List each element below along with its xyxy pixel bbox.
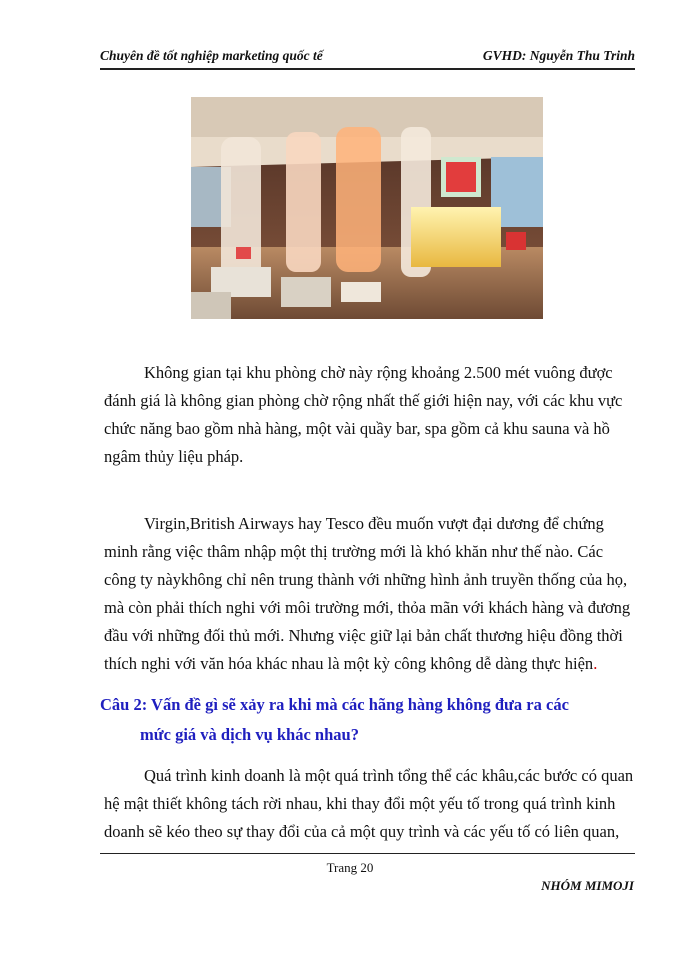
footer-divider: [100, 853, 635, 854]
text-line: mà còn phải thích nghi với môi trường mới, thỏa mãn với khách hàng và đương: [104, 598, 631, 617]
text-line: minh rằng việc thâm nhập một thị trường mới là khó khăn như thế nào. Các: [104, 542, 604, 561]
header-advisor: GVHD: Nguyễn Thu Trinh: [482, 48, 635, 63]
group-name: NHÓM MIMOJI: [541, 878, 634, 893]
question-heading: [100, 690, 640, 750]
text-line-content: thích nghi với văn hóa khác nhau là một kỳ công không dễ dàng thực hiện: [104, 654, 594, 673]
text-line: chức năng bao gồm nhà hàng, một vài quầy bar, spa gồm cả khu sauna và hồ: [104, 419, 610, 438]
end-mark: .: [593, 654, 598, 673]
text-line: đánh giá là không gian phòng chờ rộng nhất thế giới hiện nay, với các khu vực: [104, 391, 623, 410]
text-line: Quá trình kinh doanh là một quá trình tổng thể các khâu,các bước có quan: [144, 766, 634, 785]
paragraph-business: [104, 762, 634, 846]
paragraph-lounge: [104, 359, 634, 471]
text-line: Không gian tại khu phòng chờ này rộng khoảng 2.500 mét vuông được: [144, 363, 613, 382]
airport-lounge-photo: [191, 97, 543, 319]
header-title: Chuyên đề tốt nghiệp marketing quốc tế: [100, 48, 323, 63]
text-line: công ty nàykhông chỉ nên trung thành với những hình ảnh truyền thống của họ,: [104, 570, 628, 589]
paragraph-brands: [104, 510, 634, 678]
text-line-last: [104, 650, 634, 678]
text-line: đầu với những đối thủ mới. Nhưng việc giữ lại bản chất thương hiệu đồng thời: [104, 626, 623, 645]
page-number: Trang 20: [326, 860, 374, 875]
page-header: [100, 46, 635, 70]
text-line: hệ mật thiết không tách rời nhau, khi thay đổi một yếu tố trong quá trình kinh: [104, 794, 616, 813]
heading-line: Câu 2: Vấn đề gì sẽ xảy ra khi mà các hãng hàng không đưa ra các: [100, 695, 569, 714]
text-line: doanh sẽ kéo theo sự thay đổi của cả một quy trình và các yếu tố có liên quan,: [104, 822, 620, 841]
text-line: ngâm thủy liệu pháp.: [104, 447, 244, 466]
heading-line: mức giá và dịch vụ khác nhau?: [140, 725, 359, 744]
text-line: Virgin,British Airways hay Tesco đều muốn vượt đại dương để chứng: [144, 514, 604, 533]
